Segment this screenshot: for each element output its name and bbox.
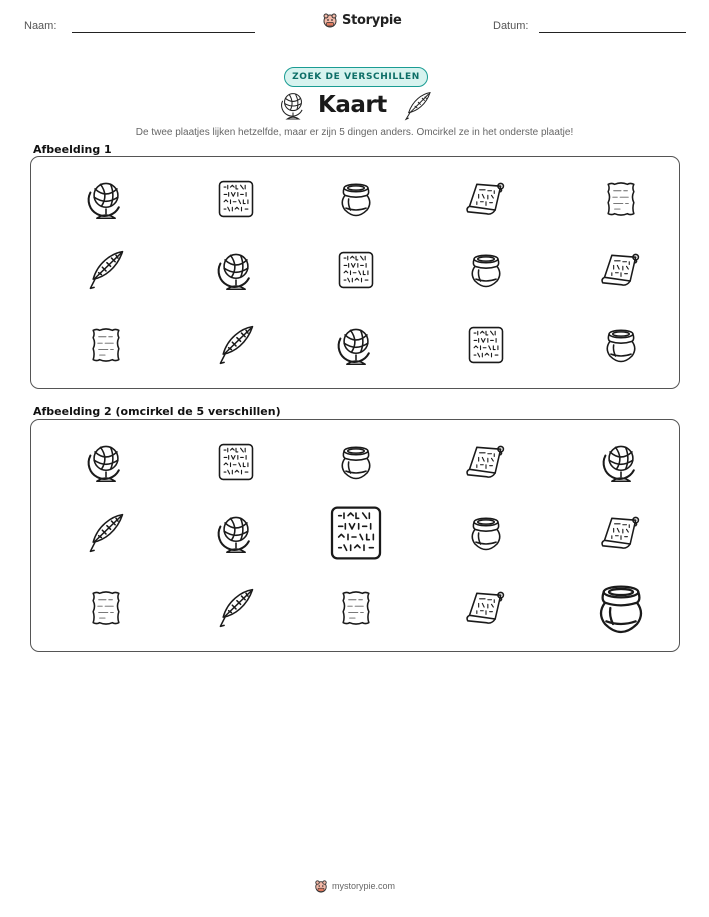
pot-icon[interactable] — [328, 434, 384, 490]
scroll-icon[interactable] — [593, 505, 649, 561]
parchment-icon[interactable] — [78, 580, 134, 636]
globe-icon — [328, 317, 384, 373]
pot-icon[interactable] — [458, 505, 514, 561]
globe-icon — [280, 90, 306, 122]
footer — [0, 879, 709, 893]
globe-icon[interactable] — [593, 434, 649, 490]
instructions-text: De twee plaatjes lijken hetzelfde, maar er zijn 5 dingen anders. Omcirkel ze in het onderste plaatje! — [135, 127, 574, 138]
footer-link[interactable]: mystorypie.com — [331, 881, 395, 891]
quill-icon — [208, 317, 264, 373]
parchment-icon — [593, 171, 649, 227]
globe-icon[interactable] — [78, 434, 134, 490]
brand-name: Storypie — [342, 12, 402, 28]
title-row — [270, 90, 440, 124]
quill-icon — [78, 242, 134, 298]
tablet-icon[interactable] — [208, 434, 264, 490]
quill-icon — [402, 90, 434, 122]
tablet-icon[interactable] — [328, 505, 384, 561]
name-field-line[interactable] — [72, 32, 255, 33]
tablet-icon — [458, 317, 514, 373]
tablet-icon — [208, 171, 264, 227]
globe-icon — [78, 171, 134, 227]
activity-badge: ZOEK DE VERSCHILLEN — [284, 67, 428, 87]
scroll-icon — [593, 242, 649, 298]
storypie-logo-icon — [322, 12, 338, 28]
name-label: Naam: — [24, 20, 57, 32]
picture-2-title: Afbeelding 2 (omcirkel de 5 verschillen) — [33, 405, 281, 418]
scroll-icon — [458, 171, 514, 227]
picture-1-panel — [30, 156, 680, 389]
scroll-icon[interactable] — [458, 434, 514, 490]
globe-icon[interactable] — [208, 505, 264, 561]
parchment-icon[interactable] — [328, 580, 384, 636]
quill-icon[interactable] — [208, 580, 264, 636]
picture-2-panel[interactable] — [30, 419, 680, 652]
scroll-icon[interactable] — [458, 580, 514, 636]
pot-icon — [593, 317, 649, 373]
page-title: Kaart — [318, 92, 387, 118]
brand — [322, 12, 402, 28]
date-field-line[interactable] — [539, 32, 686, 33]
picture-1-title: Afbeelding 1 — [33, 143, 112, 156]
storypie-logo-icon — [314, 879, 328, 893]
pot-icon — [458, 242, 514, 298]
pot-icon[interactable] — [593, 580, 649, 636]
quill-icon[interactable] — [78, 505, 134, 561]
globe-icon — [208, 242, 264, 298]
pot-icon — [328, 171, 384, 227]
tablet-icon — [328, 242, 384, 298]
parchment-icon — [78, 317, 134, 373]
date-label: Datum: — [493, 20, 529, 32]
